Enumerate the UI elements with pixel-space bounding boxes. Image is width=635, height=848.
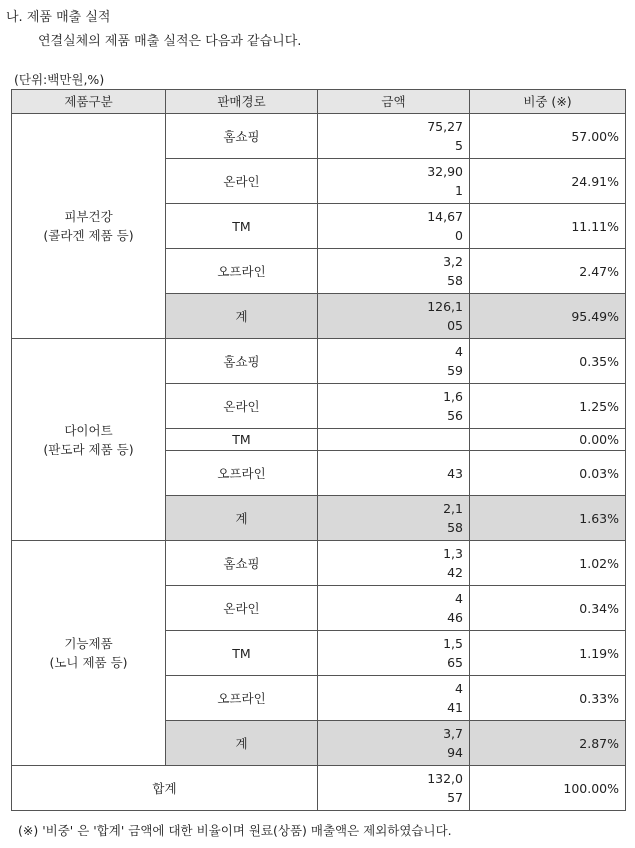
amount-cell <box>318 339 470 384</box>
category-name: 기능제품 <box>64 636 113 651</box>
unit-label: (단위:백만원,%) <box>14 72 105 87</box>
amount-line1: 75,27 <box>427 119 463 134</box>
header-share: 비중 (※) <box>470 90 626 114</box>
share-cell: 0.34% <box>470 586 626 631</box>
amount-cell <box>318 676 470 721</box>
amount-line2: 42 <box>447 565 463 580</box>
amount-cell <box>318 541 470 586</box>
footnote: (※) '비중' 은 '합계' 금액에 대한 비율이며 원료(상품) 매출액은 제외하였습니다. <box>18 823 452 838</box>
amount-line2: 94 <box>447 745 463 760</box>
amount-line1: 32,90 <box>427 164 463 179</box>
amount-cell <box>318 249 470 294</box>
amount-line2: 1 <box>455 183 463 198</box>
amount-line2: 5 <box>455 138 463 153</box>
table-row <box>12 114 626 159</box>
channel-cell: 계 <box>166 496 318 541</box>
channel-cell: 온라인 <box>166 384 318 429</box>
amount-line2: 58 <box>447 520 463 535</box>
total-share: 100.00% <box>470 766 626 811</box>
header-category: 제품구분 <box>12 90 166 114</box>
table-row <box>12 339 626 384</box>
header-amount: 금액 <box>318 90 470 114</box>
amount-line1: 132,0 <box>427 771 463 786</box>
share-cell: 95.49% <box>470 294 626 339</box>
amount-line1: 1,5 <box>443 636 463 651</box>
channel-cell: 온라인 <box>166 159 318 204</box>
category-cell <box>12 339 166 541</box>
category-examples: (판도라 제품 등) <box>43 441 134 457</box>
channel-cell: 오프라인 <box>166 451 318 496</box>
share-cell: 24.91% <box>470 159 626 204</box>
total-row <box>12 766 626 811</box>
amount-cell <box>318 496 470 541</box>
amount-cell <box>318 766 470 811</box>
channel-cell: TM <box>166 429 318 451</box>
amount-cell <box>318 204 470 249</box>
amount-line1: 4 <box>455 681 463 696</box>
channel-cell: 홈쇼핑 <box>166 114 318 159</box>
amount-line1: 4 <box>455 344 463 359</box>
table-row <box>12 541 626 586</box>
amount-line2: 57 <box>447 790 463 805</box>
share-cell: 0.35% <box>470 339 626 384</box>
share-cell: 0.03% <box>470 451 626 496</box>
category-name: 피부건강 <box>64 209 113 224</box>
amount-line2: 56 <box>447 408 463 423</box>
share-cell: 1.63% <box>470 496 626 541</box>
amount-line1: 2,1 <box>443 501 463 516</box>
amount-line1: 3,7 <box>443 726 463 741</box>
amount-cell <box>318 159 470 204</box>
amount-line1: 4 <box>455 591 463 606</box>
amount-cell <box>318 294 470 339</box>
share-cell: 2.47% <box>470 249 626 294</box>
amount-line2: 43 <box>447 465 463 481</box>
amount-cell <box>318 721 470 766</box>
amount-line1: 1,6 <box>443 389 463 404</box>
channel-cell: 오프라인 <box>166 249 318 294</box>
section-intro: 연결실체의 제품 매출 실적은 다음과 같습니다. <box>38 34 302 49</box>
amount-line2: 58 <box>447 273 463 288</box>
table-header-row <box>12 90 626 114</box>
amount-line2: 41 <box>447 700 463 715</box>
share-cell: 11.11% <box>470 204 626 249</box>
section-heading: 나. 제품 매출 실적 <box>6 10 111 25</box>
amount-line2: 0 <box>455 228 463 243</box>
category-cell <box>12 541 166 766</box>
amount-line1: 126,1 <box>427 299 463 314</box>
table-body <box>12 114 626 811</box>
share-cell: 1.25% <box>470 384 626 429</box>
share-cell: 0.00% <box>470 429 626 451</box>
amount-line2: 46 <box>447 610 463 625</box>
category-name: 다이어트 <box>64 422 113 438</box>
channel-cell: 계 <box>166 294 318 339</box>
total-label: 합계 <box>12 766 318 811</box>
category-cell <box>12 114 166 339</box>
amount-line1: 3,2 <box>443 254 463 269</box>
share-cell: 0.33% <box>470 676 626 721</box>
amount-line2: 59 <box>447 363 463 378</box>
channel-cell: 오프라인 <box>166 676 318 721</box>
share-cell: 2.87% <box>470 721 626 766</box>
amount-line2: 05 <box>447 318 463 333</box>
channel-cell: 홈쇼핑 <box>166 541 318 586</box>
amount-cell <box>318 114 470 159</box>
share-cell: 1.19% <box>470 631 626 676</box>
amount-cell <box>318 429 470 451</box>
header-channel: 판매경로 <box>166 90 318 114</box>
category-examples: (콜라겐 제품 등) <box>43 228 134 243</box>
category-examples: (노니 제품 등) <box>49 655 128 670</box>
channel-cell: TM <box>166 631 318 676</box>
amount-line1: 1,3 <box>443 546 463 561</box>
share-cell: 1.02% <box>470 541 626 586</box>
amount-cell <box>318 384 470 429</box>
amount-cell <box>318 631 470 676</box>
product-sales-table <box>11 89 626 811</box>
amount-cell <box>318 586 470 631</box>
channel-cell: 계 <box>166 721 318 766</box>
amount-line2: 65 <box>447 655 463 670</box>
amount-line1: 14,67 <box>427 209 463 224</box>
channel-cell: 온라인 <box>166 586 318 631</box>
amount-cell <box>318 451 470 496</box>
channel-cell: 홈쇼핑 <box>166 339 318 384</box>
share-cell: 57.00% <box>470 114 626 159</box>
channel-cell: TM <box>166 204 318 249</box>
